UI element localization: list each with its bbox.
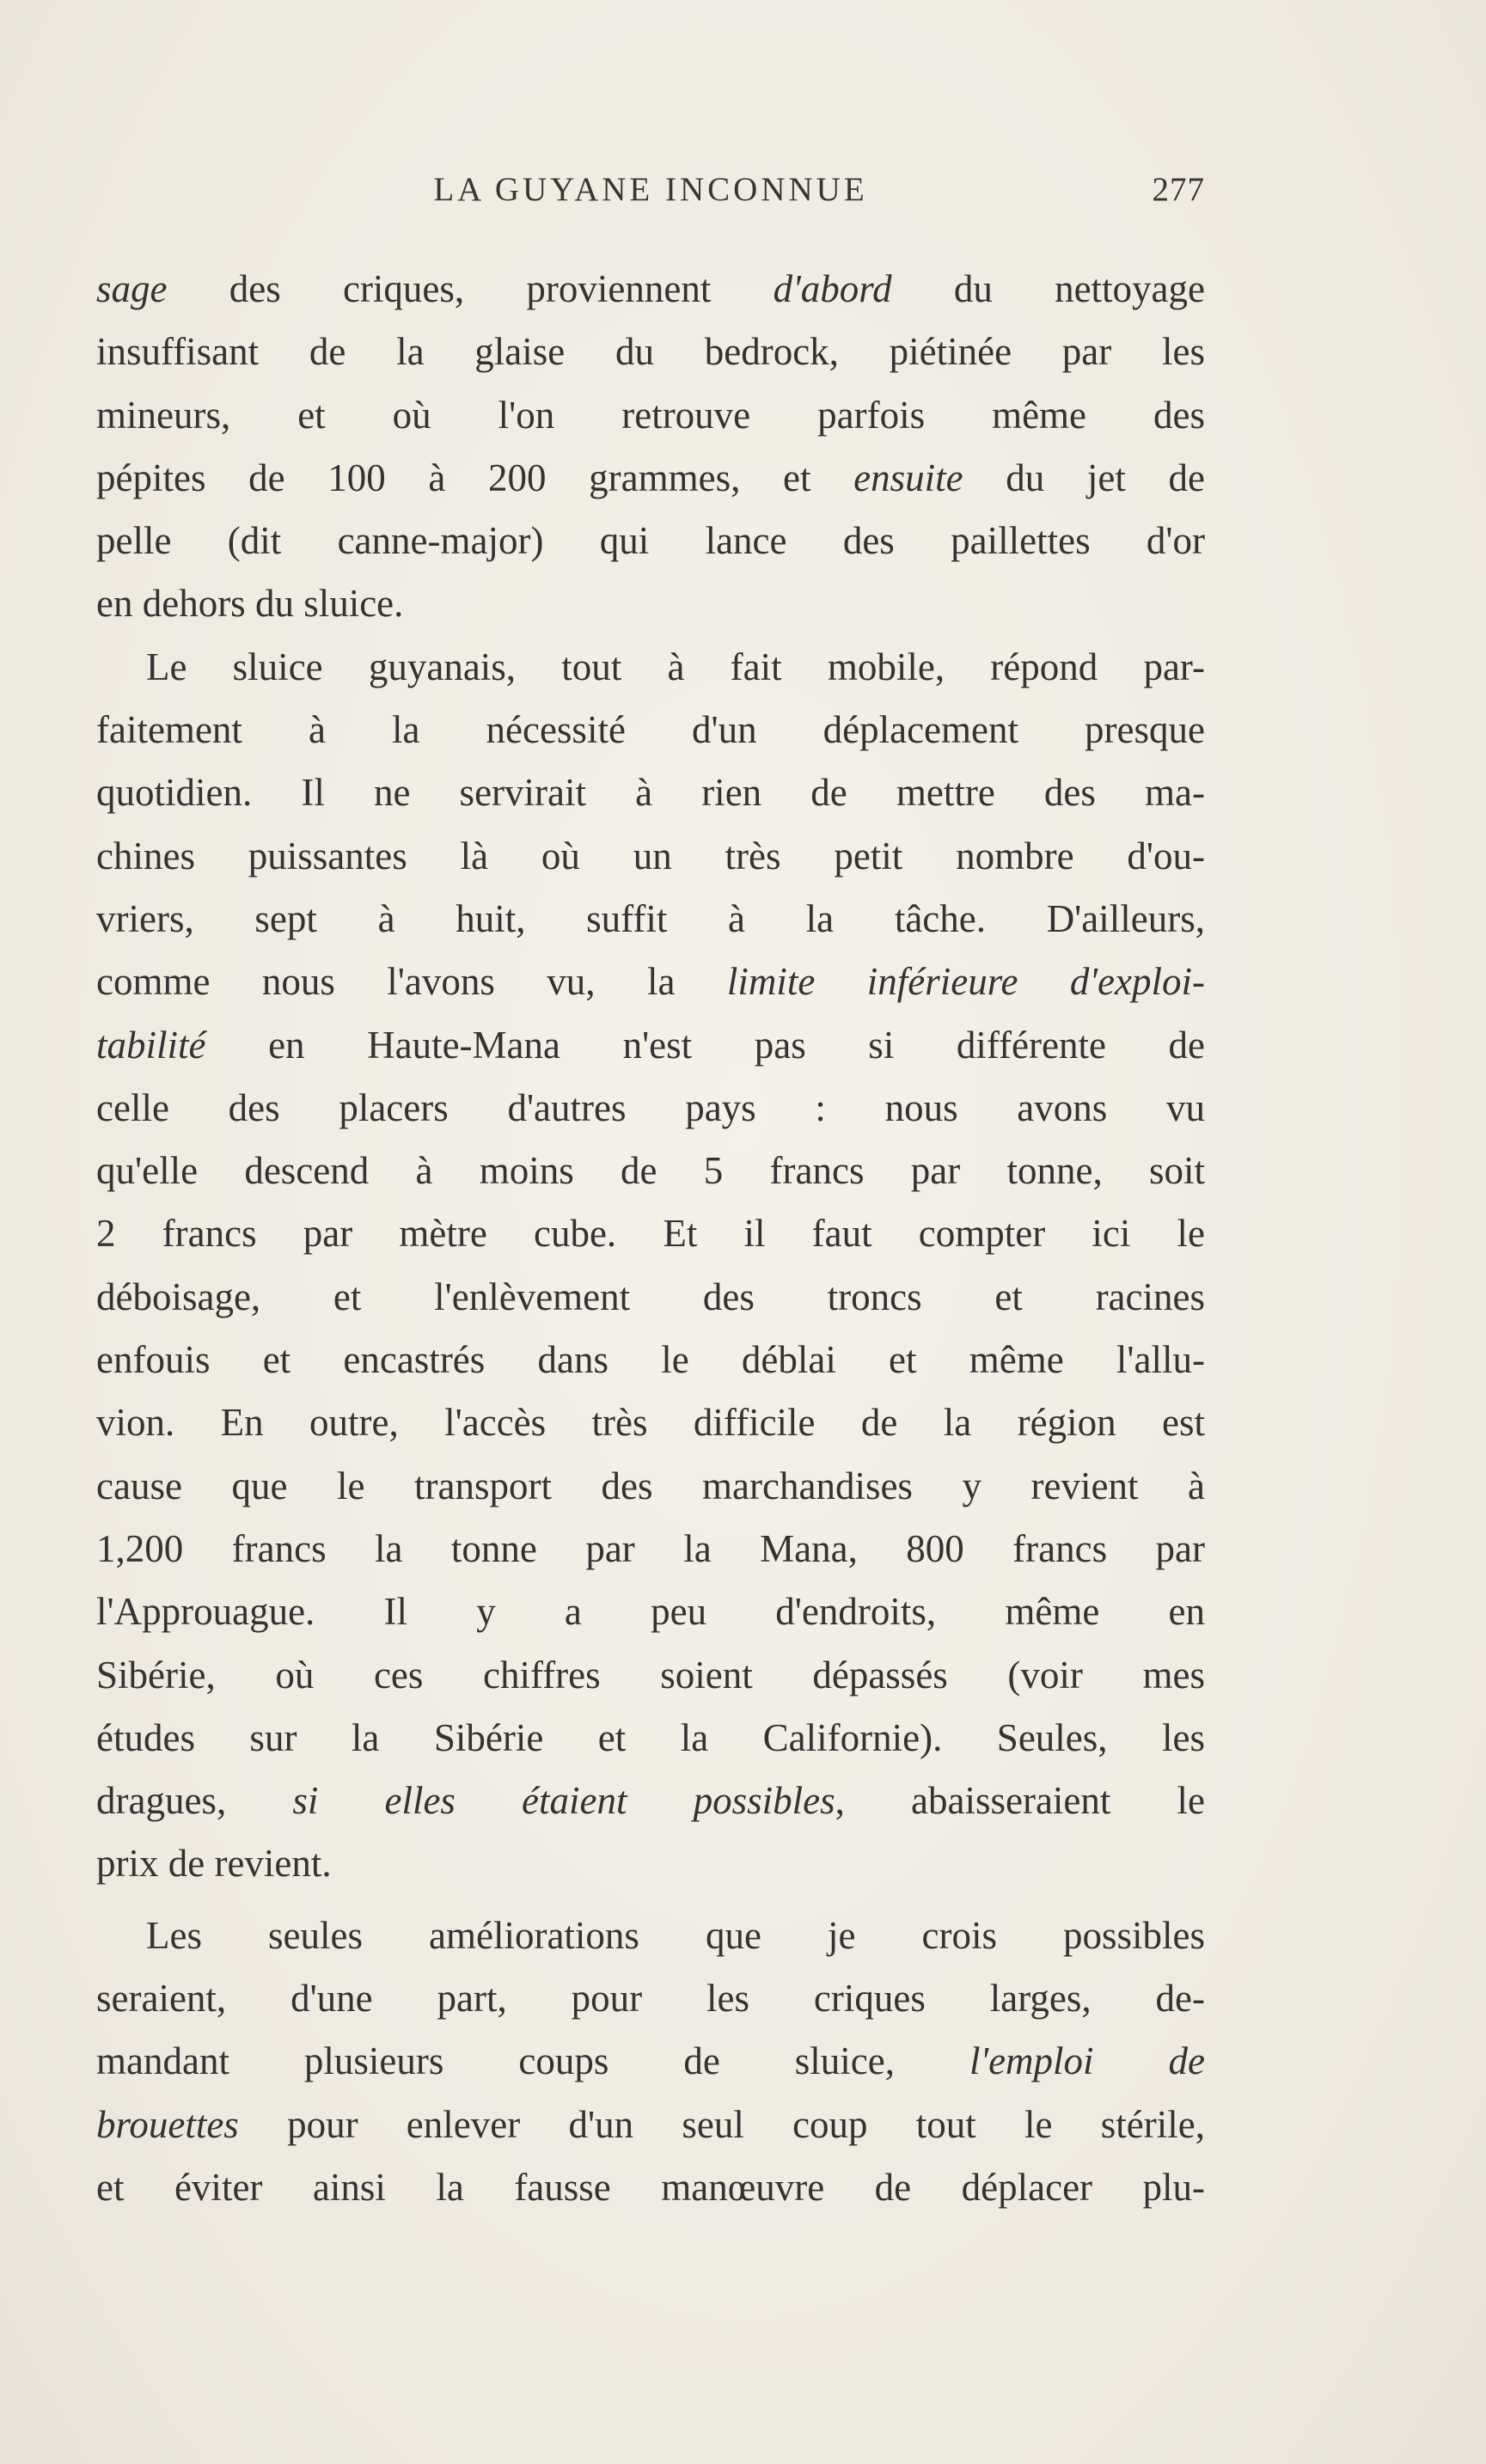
italic-word: d'abord <box>773 267 892 310</box>
text-line: études sur la Sibérie et la Californie). Seules, les <box>96 1715 1205 1759</box>
italic-phrase: si elles étaient possibles <box>292 1779 835 1823</box>
text-line: l'Approuague. Il y a peu d'endroits, même en <box>96 1590 1205 1634</box>
italic-word: sage <box>96 267 168 310</box>
italic-phrase: limite inférieure d'exploi- <box>726 960 1205 1004</box>
running-title: LA GUYANE INCONNUE <box>433 171 868 208</box>
text-line: chines puissantes là où un très petit nombre d'ou- <box>96 834 1205 877</box>
text-line: enfouis et encastrés dans le déblai et même l'allu- <box>96 1338 1205 1382</box>
text-line: mandant plusieurs coups de sluice, l'emploi de <box>96 2039 1205 2083</box>
italic-word: ensuite <box>853 456 963 499</box>
text-line: mineurs, et où l'on retrouve parfois même des <box>96 393 1205 437</box>
text-line: en dehors du sluice. <box>96 582 404 626</box>
page-number: 277 <box>1152 171 1205 208</box>
text-line: pelle (dit canne-major) qui lance des paillettes d'or <box>96 519 1205 563</box>
text-line: faitement à la nécessité d'un déplacement presque <box>96 708 1205 752</box>
running-head <box>96 170 1205 222</box>
text-line: pépites de 100 à 200 grammes, et ensuite du jet de <box>96 456 1205 499</box>
text-line: qu'elle descend à moins de 5 francs par tonne, soit <box>96 1149 1205 1193</box>
text-line: celle des placers d'autres pays : nous avons vu <box>96 1085 1205 1129</box>
italic-phrase: l'emploi de <box>969 2039 1205 2083</box>
text-line: tabilité en Haute-Mana n'est pas si différente de <box>96 1023 1205 1067</box>
italic-word: tabilité <box>96 1023 206 1067</box>
text-line: comme nous l'avons vu, la limite inférieure d'exploi- <box>96 960 1205 1004</box>
text-line: 2 francs par mètre cube. Et il faut compter ici le <box>96 1212 1205 1256</box>
text-line: sage des criques, proviennent d'abord du nettoyage <box>96 267 1205 310</box>
text-line: dragues, si elles étaient possibles, abaisseraient le <box>96 1779 1206 1823</box>
italic-word: brouettes <box>96 2102 239 2146</box>
body-text <box>96 258 1205 2219</box>
text-line: quotidien. Il ne servirait à rien de mettre des ma- <box>96 771 1205 815</box>
text-line: Les seules améliorations que je crois possibles <box>146 1913 1205 1957</box>
text-line: insuffisant de la glaise du bedrock, piétinée par les <box>96 330 1205 374</box>
text-line: vriers, sept à huit, suffit à la tâche. D'ailleurs, <box>96 896 1205 940</box>
text-line: cause que le transport des marchandises y revient à <box>96 1464 1205 1507</box>
text-line: vion. En outre, l'accès très difficile de la région est <box>96 1401 1205 1445</box>
text-line: déboisage, et l'enlèvement des troncs et racines <box>96 1275 1205 1318</box>
text-line: 1,200 francs la tonne par la Mana, 800 francs par <box>96 1526 1205 1570</box>
text-line: Le sluice guyanais, tout à fait mobile, répond par- <box>146 645 1205 688</box>
text-line: brouettes pour enlever d'un seul coup tout le stérile, <box>96 2102 1205 2146</box>
text-line: seraient, d'une part, pour les criques larges, de- <box>96 1977 1205 2021</box>
text-line: Sibérie, où ces chiffres soient dépassés (voir mes <box>96 1653 1205 1697</box>
text-line: prix de revient. <box>96 1842 332 1886</box>
text-line: et éviter ainsi la fausse manœuvre de déplacer plu- <box>96 2165 1205 2209</box>
